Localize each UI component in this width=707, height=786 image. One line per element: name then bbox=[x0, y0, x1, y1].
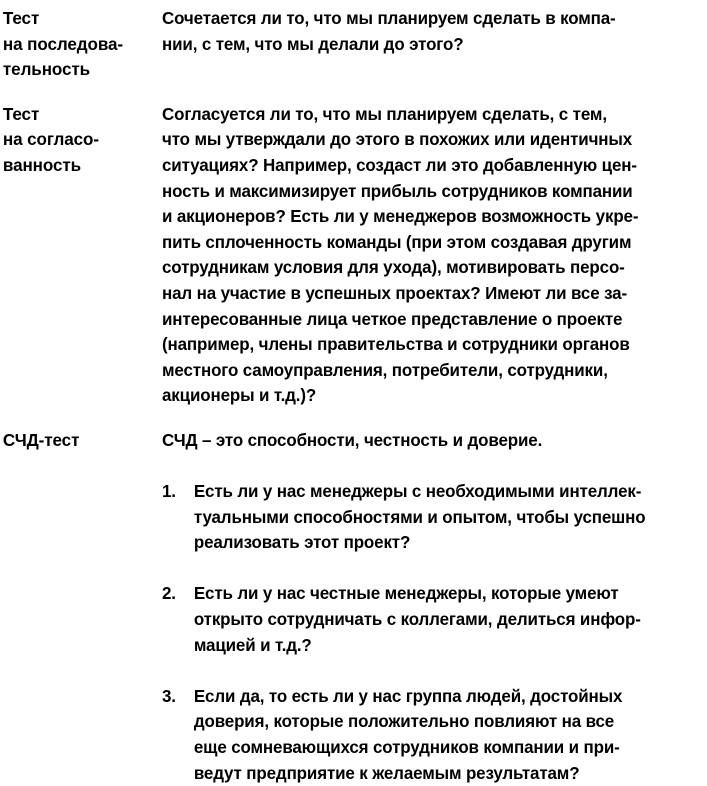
body-line: Есть ли у нас честные менеджеры, которые умеют bbox=[193, 583, 619, 604]
row-label-line: на согласо- bbox=[2, 129, 99, 150]
list-item-number: 3. bbox=[162, 685, 176, 706]
row-body-consistency bbox=[162, 6, 688, 57]
body-line: Сочетается ли то, что мы планируем сделать в компа- bbox=[162, 8, 616, 28]
schd-bold-letter-ch: ч bbox=[363, 429, 374, 450]
body-line: Есть ли у нас менеджеры с необходимыми интеллек- bbox=[193, 481, 642, 502]
body-line: ведут предприятие к желаемым результатам? bbox=[193, 762, 580, 783]
schd-definition-rest-1: пособности, bbox=[256, 429, 364, 450]
body-line: мацией и т.д.? bbox=[193, 634, 312, 655]
body-line: нал на участие в успешных проектах? Имеют ли все за- bbox=[162, 282, 627, 303]
table-row-coherence bbox=[0, 83, 707, 409]
row-label-schd bbox=[0, 428, 157, 454]
row-label-line: тельность bbox=[2, 59, 91, 80]
body-line: туальными способностями и опытом, чтобы успешно bbox=[193, 506, 646, 527]
row-label-line: Тест bbox=[2, 8, 40, 28]
body-line: Если да, то есть ли у нас группа людей, достойных bbox=[193, 685, 623, 706]
body-line: пить сплоченность команды (при этом создавая другим bbox=[162, 231, 632, 252]
list-item-number: 2. bbox=[162, 583, 176, 604]
body-line: местного самоуправления, потребители, сотрудники, bbox=[162, 359, 608, 380]
body-line: сотрудникам условия для ухода), мотивировать персо- bbox=[162, 257, 625, 278]
schd-definition-rest-2: естность и bbox=[373, 429, 468, 450]
list-item-number: 1. bbox=[162, 481, 176, 502]
body-line: интересованные лица четкое представление о проекте bbox=[162, 308, 623, 329]
table-row-consistency bbox=[0, 0, 707, 83]
table-row-schd bbox=[0, 409, 707, 786]
list-item-text bbox=[194, 581, 678, 658]
body-line: еще сомневающихся сотрудников компании и при- bbox=[193, 737, 620, 758]
list-item bbox=[162, 581, 678, 658]
row-label-line: СЧД-тест bbox=[2, 429, 80, 450]
row-label-coherence bbox=[0, 102, 157, 179]
body-line: и акционеров? Есть ли у менеджеров возможность укре- bbox=[162, 206, 639, 227]
row-body-coherence bbox=[162, 102, 688, 409]
row-label-line: ванность bbox=[2, 154, 82, 175]
body-line: (например, члены правительства и сотрудники органов bbox=[162, 334, 630, 355]
row-label-line: на последова- bbox=[2, 33, 124, 54]
body-line: акционеры и т.д.)? bbox=[162, 385, 317, 406]
schd-bold-letter-s: с bbox=[247, 429, 257, 450]
schd-question-list bbox=[162, 479, 678, 786]
list-item bbox=[162, 479, 678, 556]
body-line: что мы утверждали до этого в похожих или идентичных bbox=[162, 129, 633, 150]
list-item bbox=[162, 684, 678, 786]
list-item-text bbox=[194, 684, 678, 786]
schd-definition-line bbox=[162, 428, 678, 454]
list-item-text bbox=[194, 479, 678, 556]
body-line: ность и максимизирует прибыль сотрудников компании bbox=[162, 180, 633, 201]
body-line: доверия, которые положительно повлияют на все bbox=[193, 711, 615, 732]
schd-definition-prefix: СЧД – это bbox=[162, 429, 248, 450]
body-line: открыто сотрудничать с коллегами, делиться инфор- bbox=[193, 609, 641, 630]
row-body-schd bbox=[162, 428, 688, 786]
schd-definition-rest-3: оверие. bbox=[478, 429, 543, 450]
body-line: реализовать этот проект? bbox=[193, 532, 411, 553]
body-line: Согласуется ли то, что мы планируем сделать, с тем, bbox=[162, 103, 607, 124]
row-label-line: Тест bbox=[2, 103, 40, 124]
body-line: ситуациях? Например, создаст ли это добавленную цен- bbox=[162, 154, 637, 175]
body-line: нии, с тем, что мы делали до этого? bbox=[162, 33, 464, 54]
row-label-consistency bbox=[0, 6, 157, 83]
schd-bold-letter-d: д bbox=[467, 429, 479, 450]
